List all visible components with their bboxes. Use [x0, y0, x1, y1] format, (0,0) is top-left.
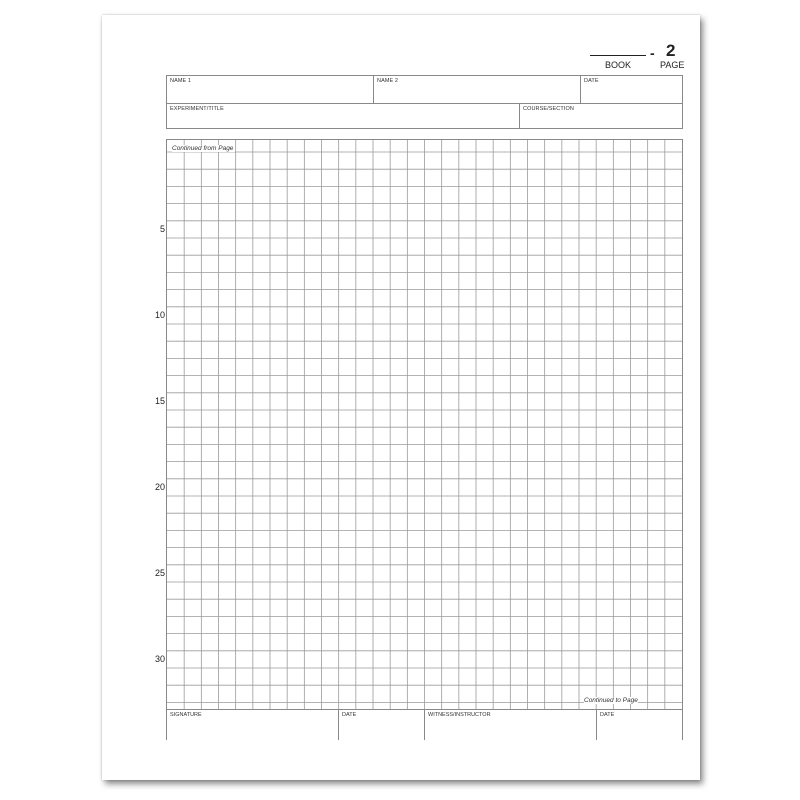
page-number: 2: [666, 41, 676, 60]
signature-field[interactable]: [167, 710, 339, 740]
book-label: BOOK: [605, 60, 632, 70]
date-label: DATE: [584, 78, 599, 84]
line-number: 30: [154, 653, 165, 664]
witness-date-label: DATE: [600, 712, 615, 718]
name1-field[interactable]: [167, 76, 374, 104]
graph-grid-area[interactable]: [166, 139, 683, 740]
continued-to-label: Continued to Page: [584, 697, 638, 704]
name1-label: NAME 1: [170, 78, 192, 84]
graph-grid: [167, 140, 682, 709]
experiment-title-label: EXPERIMENT/TITLE: [170, 106, 224, 112]
signature-date-field[interactable]: [339, 710, 425, 740]
page-label: PAGE: [660, 60, 685, 70]
signature-label: SIGNATURE: [170, 712, 202, 718]
signature-row: [167, 709, 682, 740]
book-page-separator: -: [650, 45, 655, 61]
course-section-label: COURSE/SECTION: [523, 106, 574, 112]
book-number-line: [590, 55, 646, 56]
date-field[interactable]: [581, 76, 682, 104]
witness-label: WITNESS/INSTRUCTOR: [428, 712, 491, 718]
name2-label: NAME 2: [377, 78, 399, 84]
line-number: 25: [154, 567, 165, 578]
line-number: 20: [154, 481, 165, 492]
name2-field[interactable]: [374, 76, 581, 104]
course-section-field[interactable]: [520, 104, 682, 128]
header-form: [166, 75, 683, 129]
line-number: 10: [154, 309, 165, 320]
line-number: 15: [154, 395, 165, 406]
experiment-title-field[interactable]: [167, 104, 520, 128]
witness-field[interactable]: [425, 710, 597, 740]
signature-date-label: DATE: [342, 712, 357, 718]
witness-date-field[interactable]: [597, 710, 682, 740]
continued-from-label: Continued from Page: [172, 145, 234, 152]
line-number: 5: [159, 223, 165, 234]
